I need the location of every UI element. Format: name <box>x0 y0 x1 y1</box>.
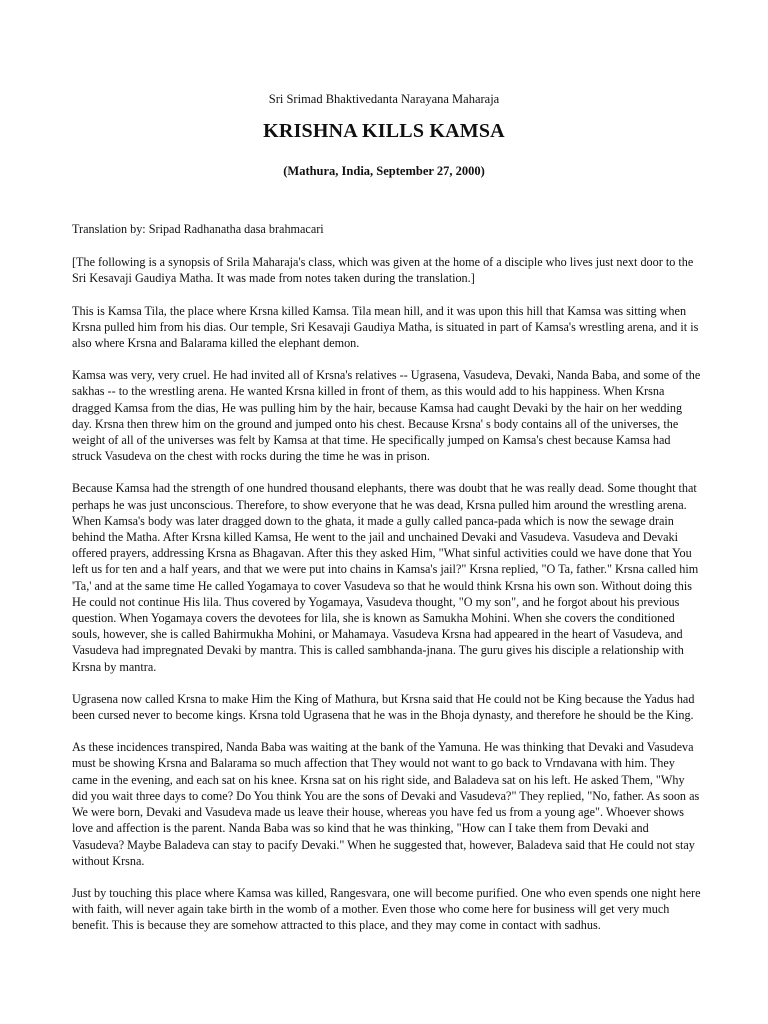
paragraph-kamsa-tila: This is Kamsa Tila, the place where Krsna killed Kamsa. Tila mean hill, and it was upon this hill that Kamsa was sitting when Krsna pulled him from his dias. Our temple, Sri Kesavaji Gaudiya Matha, is situated in part of Kamsa's wrestling arena, and it is also where Krsna and Balarama killed the elephant demon. <box>72 303 699 351</box>
paragraph-ugrasena-king: Ugrasena now called Krsna to make Him the King of Mathura, but Krsna said that He could not be King because the Yadus had been cursed never to become kings. Krsna told Ugrasena that he was in the Bhoja dynasty, and therefore he should be the King. <box>72 691 695 723</box>
paragraph-rangesvara: Just by touching this place where Kamsa was killed, Rangesvara, one will become purified. One who even spends one night here with faith, will never again take birth in the womb of a mother. Even those who come here for business will get very much benefit. This is because they are somehow attracted to this place, and they may come in contact with sadhus. <box>72 885 701 933</box>
paragraph-kamsa-cruel: Kamsa was very, very cruel. He had invited all of Krsna's relatives -- Ugrasena, Vasudeva, Devaki, Nanda Baba, and some of the sakhas -- to the wrestling arena. He wanted Krsna killed in front of them, as this would add to his happiness. When Krsna dragged Kamsa from the dias, He was pulling him by the hair, because Kamsa had caught Devaki by the hair on her wedding day. Krsna then threw him on the ground and jumped onto his chest. Because Krsna' s body contains all of the universes, the weight of all of the universes was felt by Kamsa at that time. He specifically jumped on Kamsa's chest because Kamsa had struck Vasudeva on the chest with rocks during the time he was in prison. <box>72 368 701 464</box>
paragraph-synopsis-note: [The following is a synopsis of Srila Maharaja's class, which was given at the home of a disciple who lives just next door to the Sri Kesavaji Gaudiya Matha. It was made from notes taken during the translation.] <box>72 255 694 286</box>
page-title: KRISHNA KILLS KAMSA <box>263 120 505 142</box>
article-body <box>72 221 702 950</box>
translator-credit: Translation by: Sripad Radhanatha dasa brahmacari <box>72 222 324 236</box>
paragraph-kamsa-strength: Because Kamsa had the strength of one hundred thousand elephants, there was doubt that he was really dead. Some thought that perhaps he was just unconscious. Therefore, to show everyone that he was dead, Krsna pulled him around the wrestling arena. When Kamsa's body was later dragged down to the ghata, it made a gully called panca-pada which is now the sewage drain behind the Matha. After Krsna killed Kamsa, He went to the jail and unchained Devaki and Vasudeva. Vasudeva and Devaki offered prayers, addressing Krsna as Bhagavan. After this they asked Him, "What sinful activities could we have done that You left us for ten and a half years, and that we were put into chains in Kamsa's jail?" Krsna replied, "O Ta, father." Krsna called him 'Ta,' and at the same time He called Yogamaya to cover Vasudeva so that he would think Krsna his own son. Without doing this He could not continue His lila. Thus covered by Yogamaya, Vasudeva thought, "O my son", and he forgot about his previous question. When Yogamaya covers the devotees for lila, she is known as Samukha Mohini. When she covers the conditioned souls, however, she is called Bahirmukha Mohini, or Mahamaya. Vasudeva Krsna had appeared in the heart of Vasudeva, and Vasudeva had impregnated Devaki by mantra. This is called sambhanda-jnana. The guru gives his disciple a relationship with Krsna by mantra. <box>72 481 699 674</box>
paragraph-nanda-baba: As these incidences transpired, Nanda Baba was waiting at the bank of the Yamuna. He was thinking that Devaki and Vasudeva must be showing Krsna and Balarama so much affection that They would not want to go back to Vrndavana with him. They came in the evening, and each sat on his knee. Krsna sat on his right side, and Baladeva sat on his left. He asked Them, "Why did you wait three days to come? Do You think You are the sons of Devaki and Vasudeva?" They replied, "No, father. As soon as We were born, Devaki and Vasudeva made us leave their house, whereas you have fed us from a young age". Whoever shows love and affection is the parent. Nanda Baba was so kind that he was thinking, "How can I take them from Devaki and Vasudeva? Maybe Baladeva can stay to pacify Devaki." When he suggested that, however, Baladeva said that He could not stay without Krsna. <box>72 740 700 868</box>
date-location-subtitle: (Mathura, India, September 27, 2000) <box>283 164 485 178</box>
author-line: Sri Srimad Bhaktivedanta Narayana Maharaja <box>268 92 500 106</box>
